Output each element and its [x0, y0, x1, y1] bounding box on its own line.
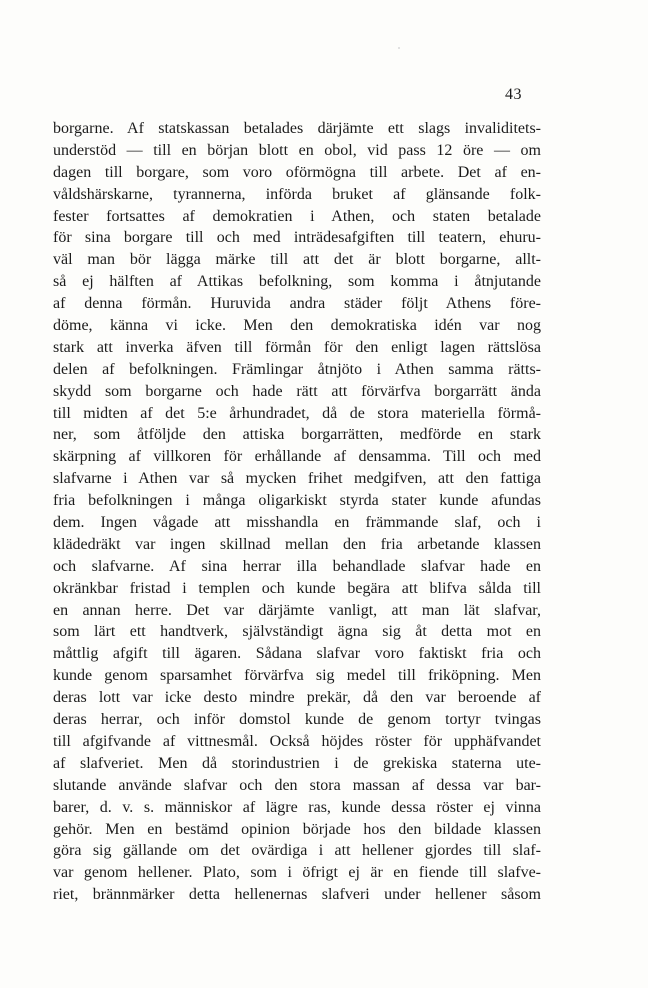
text-line: för sina borgare till och med inträdesafgiften till teatern, ehuru- — [53, 229, 541, 247]
text-line: understöd — till en början blott en obol, vid pass 12 öre — om — [53, 141, 541, 159]
page-number: 43 — [505, 86, 522, 103]
text-line: slafvarne i Athen var så mycken frihet medgifven, att den fattiga — [53, 470, 541, 488]
text-line: som lärt ett handtverk, självständigt ägna sig åt detta mot en — [53, 623, 541, 641]
text-line: okränkbar fristad i templen och kunde begära att blifva sålda till — [53, 579, 541, 597]
text-line: af slafveriet. Men då storindustrien i de grekiska staterna ute- — [53, 754, 541, 772]
text-line: till afgifvande af vittnesmål. Också höjdes röster för upphäfvandet — [53, 732, 541, 750]
text-line: våldshärskarne, tyrannerna, införda bruket af glänsande folk- — [53, 185, 541, 203]
text-line: stark att inverka äfven till förmån för den enligt lagen rättslösa — [53, 338, 541, 356]
text-line: göra sig gällande om det ovärdiga i att hellener gjordes till slaf- — [53, 842, 541, 860]
text-line: deras herrar, och inför domstol kunde de genom tortyr tvingas — [53, 711, 541, 729]
text-line: dem. Ingen vågade att misshandla en främmande slaf, och i — [53, 514, 541, 532]
text-line: ner, som åtföljde den attiska borgarrätten, medförde en stark — [53, 426, 541, 444]
text-line: riet, brännmärker detta hellenernas slafveri under hellener såsom — [53, 886, 541, 904]
text-line: delen af befolkningen. Främlingar åtnjöto i Athen samma rätts- — [53, 360, 541, 378]
text-line: och slafvarne. Af sina herrar illa behandlade slafvar hade en — [53, 557, 541, 575]
text-line: fria befolkningen i många oligarkiskt styrda stater kunde afundas — [53, 492, 541, 510]
text-line: så ej hälften af Attikas befolkning, som komma i åtnjutande — [53, 273, 541, 291]
text-line: måttlig afgift till ägaren. Sådana slafvar voro faktiskt fria och — [53, 645, 541, 663]
text-line: barer, d. v. s. människor af lägre ras, kunde dessa röster ej vinna — [53, 798, 541, 816]
body-text — [53, 118, 541, 906]
text-line: slutande använde slafvar och den stora massan af dessa var bar- — [53, 776, 541, 794]
text-line: var genom hellener. Plato, som i öfrigt ej är en fiende till slafve- — [53, 864, 541, 882]
text-line: dagen till borgare, som voro oförmögna till arbete. Det af en- — [53, 163, 541, 181]
text-line: af denna förmån. Huruvida andra städer följt Athens före- — [53, 295, 541, 313]
text-line: döme, känna vi icke. Men den demokratiska idén var nog — [53, 317, 541, 335]
text-line: fester fortsattes af demokratien i Athen, och staten betalade — [53, 207, 541, 225]
text-line: till midten af det 5:e århundradet, då de stora materiella förmå- — [53, 404, 541, 422]
text-line: väl man bör lägga märke till att det är blott borgarne, allt- — [53, 251, 541, 269]
text-line: borgarne. Af statskassan betalades därjämte ett slags invaliditets- — [53, 120, 541, 137]
text-line: gehör. Men en bestämd opinion började hos den bildade klassen — [53, 820, 541, 838]
text-line: deras lott var icke desto mindre prekär, då den var beroende af — [53, 689, 541, 707]
text-line: klädedräkt var ingen skillnad mellan den fria arbetande klassen — [53, 535, 541, 553]
text-line: kunde genom sparsamhet förvärfva sig medel till friköpning. Men — [53, 667, 541, 685]
text-line: skärpning af villkoren för erhållande af densamma. Till och med — [53, 448, 541, 466]
text-line: en annan herre. Det var därjämte vanligt, att man lät slafvar, — [53, 601, 541, 619]
text-line: skydd som borgarne och hade rätt att förvärfva borgarrätt ända — [53, 382, 541, 400]
paper-speck — [398, 47, 400, 49]
